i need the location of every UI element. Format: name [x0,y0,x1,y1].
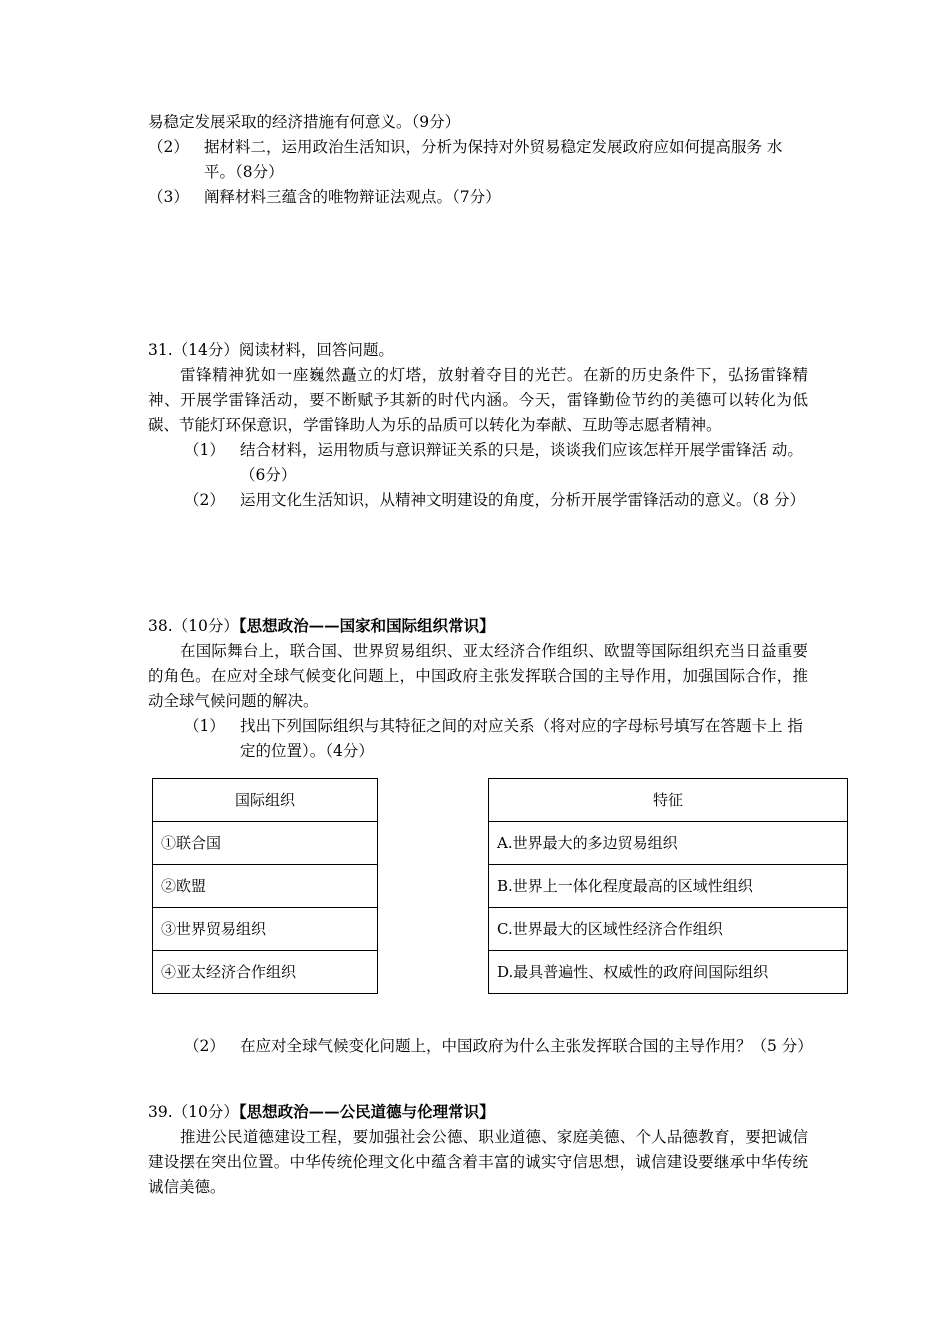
question-38-number: 38.（10分） [148,617,239,635]
table-cell-org: ①联合国 [153,822,378,865]
question-31-passage: 雷锋精神犹如一座巍然矗立的灯塔，放射着夺目的光芒。在新的历史条件下，弘扬雷锋精神、开展学雷锋活动，要不断赋予其新的时代内涵。今天，雷锋勤俭节约的美德可以转化为低碳、节能灯环保意识，学雷锋助人为乐的品质可以转化为奉献、互助等志愿者精神。 [148,366,808,434]
page-content [148,110,813,1200]
table-cell-feature: D.最具普遍性、权威性的政府间国际组织 [489,951,848,994]
item-text: 在应对全球气候变化问题上，中国政府为什么主张发挥联合国的主导作用？（5 分） [240,1037,813,1055]
table-row [153,822,848,865]
table-row [153,951,848,994]
list-item [148,488,808,513]
top-fragment-text: 易稳定发展采取的经济措施有何意义。（9分） [148,113,461,131]
question-39-heading [148,1099,808,1125]
table-cell-blank[interactable] [378,951,489,994]
international-organizations-table [152,778,848,994]
item-text: 运用文化生活知识，从精神文明建设的角度，分析开展学雷锋活动的意义。（8 分） [240,491,806,509]
list-item [148,1034,813,1059]
item-marker: （3） [148,188,189,206]
item-text: 阐释材料三蕴含的唯物辩证法观点。（7分） [204,188,501,206]
spacer [148,210,808,298]
spacer [148,298,808,338]
item-text: 结合材料，运用物质与意识辩证关系的只是，谈谈我们应该怎样开展学雷锋活 动。（6分） [240,441,803,484]
question-38-heading [148,613,808,639]
spacer [148,601,808,613]
question-39-number: 39.（10分） [148,1103,239,1121]
table-header-features: 特征 [489,779,848,822]
table-cell-org: ④亚太经济合作组织 [153,951,378,994]
item-marker: （2） [184,1037,225,1055]
table-row [153,908,848,951]
item-marker: （1） [184,717,225,735]
table-header-organizations: 国际组织 [153,779,378,822]
table-cell-org: ②欧盟 [153,865,378,908]
list-item [148,185,808,210]
spacer [148,994,808,1034]
table-cell-feature: C.世界最大的区域性经济合作组织 [489,908,848,951]
table-cell-blank[interactable] [378,822,489,865]
table-cell-blank[interactable] [378,865,489,908]
question-39-title: 【思想政治——公民道德与伦理常识】 [238,1102,495,1121]
item-text: 据材料二，运用政治生活知识，分析为保持对外贸易稳定发展政府应如何提高服务 水平。（8分） [204,138,783,181]
question-31-heading: 31.（14分）阅读材料，回答问题。 [148,341,394,359]
table-header-blank [378,779,489,822]
table-cell-feature: A.世界最大的多边贸易组织 [489,822,848,865]
table-cell-blank[interactable] [378,908,489,951]
item-text: 找出下列国际组织与其特征之间的对应关系（将对应的字母标号填写在答题卡上 指定的位置）。（4分） [240,717,803,760]
table-row [153,865,848,908]
table-header-row [153,779,848,822]
question-38-title: 【思想政治——国家和国际组织常识】 [238,616,495,635]
table-cell-feature: B.世界上一体化程度最高的区域性组织 [489,865,848,908]
spacer [148,1059,808,1099]
item-marker: （2） [148,138,189,156]
question-38-passage: 在国际舞台上，联合国、世界贸易组织、亚太经济合作组织、欧盟等国际组织充当日益重要的角色。在应对全球气候变化问题上，中国政府主张发挥联合国的主导作用，加强国际合作，推动全球气候问题的解决。 [148,642,808,710]
table-cell-org: ③世界贸易组织 [153,908,378,951]
list-item [148,438,808,488]
list-item [148,714,808,764]
question-39-passage: 推进公民道德建设工程，要加强社会公德、职业道德、家庭美德、个人品德教育，要把诚信建设摆在突出位置。中华传统伦理文化中蕴含着丰富的诚实守信思想，诚信建设要继承中华传统诚信美德。 [148,1128,808,1196]
item-marker: （1） [184,441,225,459]
list-item [148,135,808,185]
spacer [148,513,808,601]
org-table-wrapper [148,778,808,994]
item-marker: （2） [184,491,225,509]
